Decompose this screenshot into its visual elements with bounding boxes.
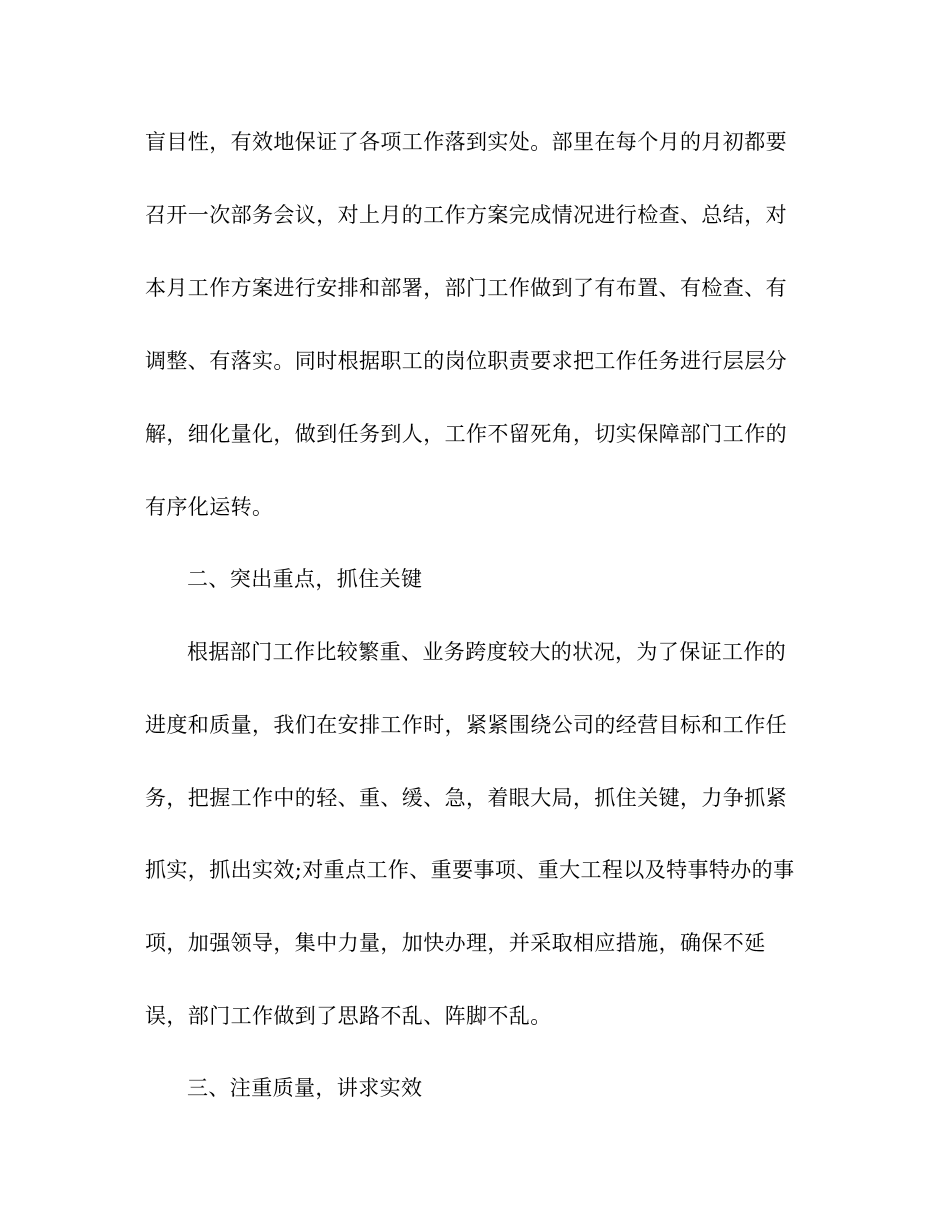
section-heading: 三、注重质量，讲求实效 bbox=[187, 1076, 423, 1100]
paragraph-line: 调整、有落实。同时根据职工的岗位职责要求把工作任务进行层层分 bbox=[145, 349, 787, 373]
paragraph-line: 抓实，抓出实效;对重点工作、重要事项、重大工程以及特事特办的事 bbox=[145, 858, 795, 882]
paragraph-line: 根据部门工作比较繁重、业务跨度较大的状况，为了保证工作的 bbox=[187, 640, 787, 664]
section-heading: 二、突出重点，抓住关键 bbox=[187, 567, 423, 591]
paragraph-line: 项，加强领导，集中力量，加快办理，并采取相应措施，确保不延 bbox=[145, 931, 766, 955]
paragraph-line: 解，细化量化，做到任务到人，工作不留死角，切实保障部门工作的 bbox=[145, 422, 787, 446]
paragraph-line: 有序化运转。 bbox=[145, 495, 274, 519]
paragraph-line: 务，把握工作中的轻、重、缓、急，着眼大局，抓住关键，力争抓紧 bbox=[145, 786, 787, 810]
paragraph-line: 本月工作方案进行安排和部署，部门工作做到了有布置、有检查、有 bbox=[145, 276, 787, 300]
paragraph-line: 误，部门工作做到了思路不乱、阵脚不乱。 bbox=[145, 1004, 552, 1028]
paragraph-line: 召开一次部务会议，对上月的工作方案完成情况进行检查、总结，对 bbox=[145, 203, 787, 227]
paragraph-line: 盲目性，有效地保证了各项工作落到实处。部里在每个月的月初都要 bbox=[145, 130, 787, 154]
paragraph-line: 进度和质量，我们在安排工作时，紧紧围绕公司的经营目标和工作任 bbox=[145, 713, 787, 737]
